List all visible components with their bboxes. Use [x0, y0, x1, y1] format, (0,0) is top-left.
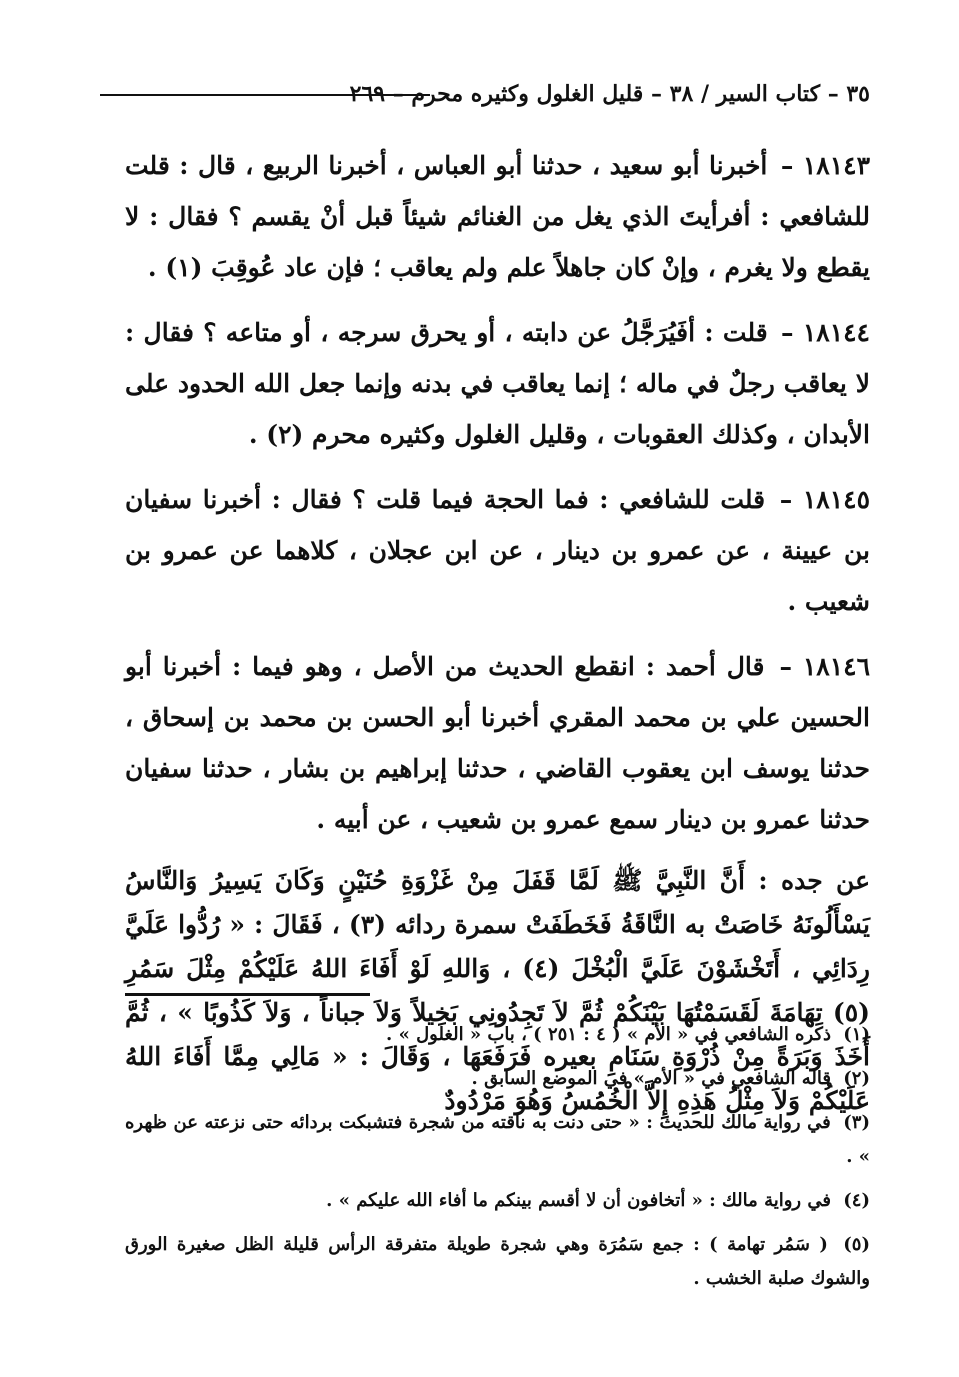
paragraph-text: قال أحمد : انقطع الحديث من الأصل ، وهو فيما : أخبرنا أبو الحسين علي بن محمد المقري أخبرنا أبو الحسن بن محمد بن إسحاق ، حدثنا يوسف ابن يعقوب القاضي ، حدثنا إبراهيم بن بشار ، حدثنا سفيان حدثنا عمرو بن دينار سمع عمرو بن شعيب ، عن أبيه . [125, 652, 870, 834]
footnote-number: (٣) [843, 1112, 870, 1133]
footnote-text: ذكره الشافعي في « الأم » ( ٤ : ٢٥١ ) ، باب « الغلول » . [386, 1024, 831, 1045]
header-text: ٣٥ – كتاب السير / ٣٨ – قليل الغلول وكثيره محرم – ٢٦٩ [349, 81, 870, 107]
paragraph-number: ١٨١٤٣ – [780, 151, 870, 180]
main-text [125, 140, 870, 1137]
paragraph-18143 [125, 140, 870, 293]
hadith-text: عن جده : أَنَّ النَّبِيَّ ﷺ لَمَّا قَفَلَ مِنْ غَزْوَةِ حُنَيْنٍ وَكَانَ يَسِيرُ وَالنَّاسُ يَسْأَلُونَهُ خَاصَتْ به النَّاقَةُ فَخَطَفَتْ سمرة ردائه (٣) ، فَقَالَ : « رُدُّوا عَلَيَّ رِدَائِي ، أَتَخْشَوْنَ عَلَيَّ الْبُخْلَ (٤) ، وَاللهِ لَوْ أَفَاءَ اللهُ عَلَيْكُمْ مِثْلَ سَمُرِ (٥) تِهَامَةَ لَقَسَمْتُهَا بَيْنَكُمْ ثُمَّ لاَ تَجِدُونِي بَخِيلاً وَلاَ جباناً ، وَلاَ كَذُوبًا » ، ثُمَّ أَخَذَ وَبَرَةً مِنْ ذُرْوَةِ سَنَامِ بعيره فَرَفَعَهَا ، وَقَالَ : « مَالِي مِمَّا أَفَاءَ اللهُ عَلَيْكُمْ وَلاَ مِثْلُ هَذِهِ إِلاَّ الْخُمُسُ وَهُوَ مَرْدُودٌ [125, 866, 870, 1115]
paragraph-text: قلت للشافعي : فما الحجة فيما قلت ؟ فقال : أخبرنا سفيان بن عيينة ، عن عمرو بن دينار ، عن ابن عجلان ، كلاهما عن عمرو بن شعيب . [125, 485, 870, 616]
header-rule [100, 94, 430, 96]
footnote-text: في رواية مالك للحديث : « حتى دنت به ناقته من شجرة فتشبكت بردائه حتى نزعته عن ظهره » . [125, 1112, 870, 1167]
footnote-2 [125, 1062, 870, 1096]
footnote-number: (١) [843, 1024, 870, 1045]
paragraph-text: قلت : أفَيُرَجَّلُ عن دابته ، أو يحرق سرجه ، أو متاعه ؟ فقال : لا يعاقب رجلٌ في ماله ؛ إنما يعاقب في بدنه وإنما جعل الله الحدود على الأبدان ، وكذلك العقوبات ، وقليل الغلول وكثيره محرم (٢) . [125, 318, 870, 449]
footnote-1 [125, 1018, 870, 1052]
paragraph-18146 [125, 641, 870, 845]
footnote-number: (٢) [843, 1068, 870, 1089]
footnote-text: ( سَمُر تهامة ) : جمع سَمُرَة وهي شجرة طويلة متفرقة الرأس قليلة الظل صغيرة الورق والشوك صلبة الخشب . [125, 1234, 870, 1289]
paragraph-text: أخبرنا أبو سعيد ، حدثنا أبو العباس ، أخبرنا الربيع ، قال : قلت للشافعي : أفرأيتَ الذي يغل من الغنائم شيئاً قبل أنْ يقسم ؟ فقال : لا يقطع ولا يغرم ، وإنْ كان جاهلاً علم ولم يعاقب ؛ فإن عاد عُوقِبَ (١) . [125, 151, 870, 282]
footnote-number: (٥) [843, 1234, 870, 1255]
paragraph-number: ١٨١٤٦ – [779, 652, 870, 681]
paragraph-number: ١٨١٤٥ – [779, 485, 870, 514]
footnotes [125, 1018, 870, 1306]
footnote-separator [125, 993, 370, 996]
paragraph-18144 [125, 307, 870, 460]
paragraph-18145 [125, 474, 870, 627]
paragraph-number: ١٨١٤٤ – [781, 318, 870, 347]
footnote-3 [125, 1106, 870, 1174]
footnote-number: (٤) [843, 1190, 870, 1211]
footnote-4 [125, 1184, 870, 1218]
footnote-5 [125, 1228, 870, 1296]
footnote-text: قاله الشافعي في « الأم » في الموضع السابق . [471, 1068, 831, 1089]
footnote-text: في رواية مالك : « أتخافون أن لا أقسم بينكم ما أفاء الله عليكم » . [326, 1190, 831, 1211]
running-header [100, 74, 870, 114]
